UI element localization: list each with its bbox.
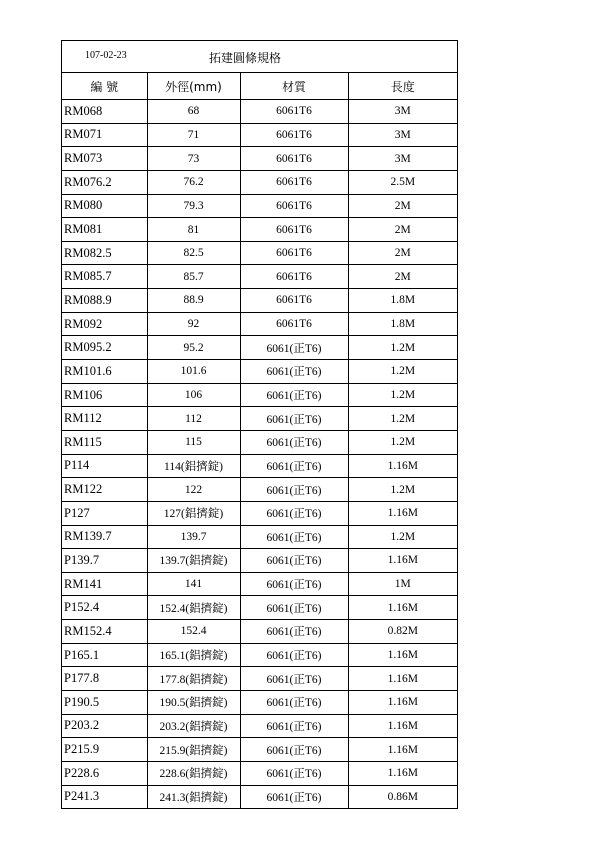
table-row [62,549,457,573]
cell-material: 6061(正T6) [240,478,348,502]
cell-length: 0.86M [348,785,457,808]
cell-code: P203.2 [62,714,147,738]
cell-code: RM080 [62,194,147,218]
cell-length: 1.16M [348,714,457,738]
table-row [62,738,457,762]
cell-code: RM106 [62,383,147,407]
cell-material: 6061(正T6) [240,549,348,573]
table-row [62,312,457,336]
column-header-diameter: 外徑(mm) [147,73,240,100]
cell-diameter: 215.9(鋁擠錠) [147,738,240,762]
cell-material: 6061T6 [240,123,348,147]
cell-diameter: 73 [147,147,240,171]
table-row [62,383,457,407]
cell-code: RM115 [62,430,147,454]
cell-length: 1M [348,572,457,596]
cell-material: 6061T6 [240,241,348,265]
table-row [62,100,457,124]
cell-code: P228.6 [62,761,147,785]
cell-material: 6061(正T6) [240,572,348,596]
cell-material: 6061(正T6) [240,360,348,384]
table-row [62,572,457,596]
cell-length: 1.16M [348,643,457,667]
cell-code: P165.1 [62,643,147,667]
cell-code: P114 [62,454,147,478]
table-row [62,785,457,808]
cell-diameter: 95.2 [147,336,240,360]
cell-code: RM152.4 [62,620,147,644]
cell-material: 6061(正T6) [240,430,348,454]
cell-diameter: 79.3 [147,194,240,218]
cell-length: 1.16M [348,738,457,762]
cell-length: 3M [348,123,457,147]
cell-code: RM068 [62,100,147,124]
cell-code: RM095.2 [62,336,147,360]
table-row [62,360,457,384]
cell-material: 6061(正T6) [240,525,348,549]
cell-length: 1.8M [348,289,457,313]
table-row [62,596,457,620]
cell-length: 2M [348,194,457,218]
cell-length: 3M [348,100,457,124]
cell-diameter: 241.3(鋁擠錠) [147,785,240,808]
cell-material: 6061T6 [240,100,348,124]
cell-length: 1.2M [348,336,457,360]
column-header-code: 編 號 [62,73,147,100]
cell-length: 1.2M [348,525,457,549]
table-row [62,525,457,549]
cell-diameter: 141 [147,572,240,596]
cell-diameter: 190.5(鋁擠錠) [147,691,240,715]
table-row [62,265,457,289]
cell-material: 6061(正T6) [240,761,348,785]
cell-length: 2.5M [348,170,457,194]
cell-diameter: 76.2 [147,170,240,194]
cell-material: 6061T6 [240,289,348,313]
cell-code: RM092 [62,312,147,336]
cell-length: 0.82M [348,620,457,644]
table-row [62,430,457,454]
cell-length: 1.2M [348,430,457,454]
table-row [62,714,457,738]
cell-material: 6061(正T6) [240,714,348,738]
spec-sheet [61,40,458,809]
cell-code: RM071 [62,123,147,147]
table-row [62,407,457,431]
table-row [62,643,457,667]
cell-material: 6061(正T6) [240,691,348,715]
table-row [62,691,457,715]
cell-material: 6061(正T6) [240,454,348,478]
cell-material: 6061(正T6) [240,336,348,360]
table-row [62,336,457,360]
cell-length: 1.2M [348,478,457,502]
title-row [62,41,457,73]
cell-material: 6061T6 [240,147,348,171]
cell-material: 6061(正T6) [240,596,348,620]
cell-diameter: 68 [147,100,240,124]
cell-code: P127 [62,501,147,525]
column-header-length: 長度 [348,73,457,100]
cell-code: RM073 [62,147,147,171]
cell-length: 2M [348,241,457,265]
document-title: 拓建圓條規格 [209,51,282,65]
cell-material: 6061(正T6) [240,785,348,808]
cell-material: 6061T6 [240,312,348,336]
cell-diameter: 101.6 [147,360,240,384]
cell-diameter: 112 [147,407,240,431]
cell-diameter: 228.6(鋁擠錠) [147,761,240,785]
cell-code: P177.8 [62,667,147,691]
cell-material: 6061(正T6) [240,501,348,525]
cell-material: 6061(正T6) [240,620,348,644]
cell-length: 1.8M [348,312,457,336]
table-row [62,761,457,785]
cell-code: RM085.7 [62,265,147,289]
cell-material: 6061(正T6) [240,383,348,407]
cell-code: RM076.2 [62,170,147,194]
cell-length: 1.16M [348,454,457,478]
cell-length: 1.16M [348,667,457,691]
cell-length: 1.2M [348,407,457,431]
cell-length: 1.2M [348,360,457,384]
cell-diameter: 122 [147,478,240,502]
table-row [62,218,457,242]
cell-length: 1.16M [348,501,457,525]
cell-diameter: 106 [147,383,240,407]
cell-length: 1.2M [348,383,457,407]
cell-diameter: 139.7(鋁擠錠) [147,549,240,573]
cell-code: RM122 [62,478,147,502]
cell-diameter: 71 [147,123,240,147]
cell-diameter: 177.8(鋁擠錠) [147,667,240,691]
table-row [62,170,457,194]
cell-material: 6061T6 [240,218,348,242]
cell-length: 2M [348,265,457,289]
column-header-material: 材質 [240,73,348,100]
cell-material: 6061T6 [240,194,348,218]
cell-diameter: 139.7 [147,525,240,549]
cell-diameter: 114(鋁擠錠) [147,454,240,478]
cell-code: P190.5 [62,691,147,715]
table-row [62,147,457,171]
document-date: 107-02-23 [85,50,127,61]
table-row [62,620,457,644]
cell-code: RM081 [62,218,147,242]
cell-code: P152.4 [62,596,147,620]
cell-diameter: 115 [147,430,240,454]
cell-material: 6061(正T6) [240,407,348,431]
cell-code: P241.3 [62,785,147,808]
cell-code: P215.9 [62,738,147,762]
table-row [62,501,457,525]
cell-length: 3M [348,147,457,171]
cell-code: P139.7 [62,549,147,573]
cell-code: RM088.9 [62,289,147,313]
cell-material: 6061T6 [240,170,348,194]
cell-length: 2M [348,218,457,242]
cell-diameter: 152.4 [147,620,240,644]
cell-diameter: 81 [147,218,240,242]
header-row [62,73,457,100]
cell-code: RM139.7 [62,525,147,549]
cell-diameter: 203.2(鋁擠錠) [147,714,240,738]
cell-code: RM082.5 [62,241,147,265]
table-row [62,194,457,218]
table-row [62,667,457,691]
cell-material: 6061(正T6) [240,667,348,691]
cell-diameter: 165.1(鋁擠錠) [147,643,240,667]
spec-table [62,73,457,808]
cell-material: 6061(正T6) [240,643,348,667]
cell-diameter: 92 [147,312,240,336]
cell-diameter: 152.4(鋁擠錠) [147,596,240,620]
table-row [62,454,457,478]
cell-diameter: 85.7 [147,265,240,289]
cell-material: 6061(正T6) [240,738,348,762]
cell-code: RM101.6 [62,360,147,384]
cell-code: RM141 [62,572,147,596]
table-row [62,478,457,502]
cell-length: 1.16M [348,549,457,573]
cell-code: RM112 [62,407,147,431]
table-row [62,123,457,147]
cell-length: 1.16M [348,691,457,715]
table-row [62,241,457,265]
table-row [62,289,457,313]
cell-diameter: 82.5 [147,241,240,265]
cell-length: 1.16M [348,761,457,785]
cell-length: 1.16M [348,596,457,620]
cell-diameter: 127(鋁擠錠) [147,501,240,525]
cell-diameter: 88.9 [147,289,240,313]
cell-material: 6061T6 [240,265,348,289]
